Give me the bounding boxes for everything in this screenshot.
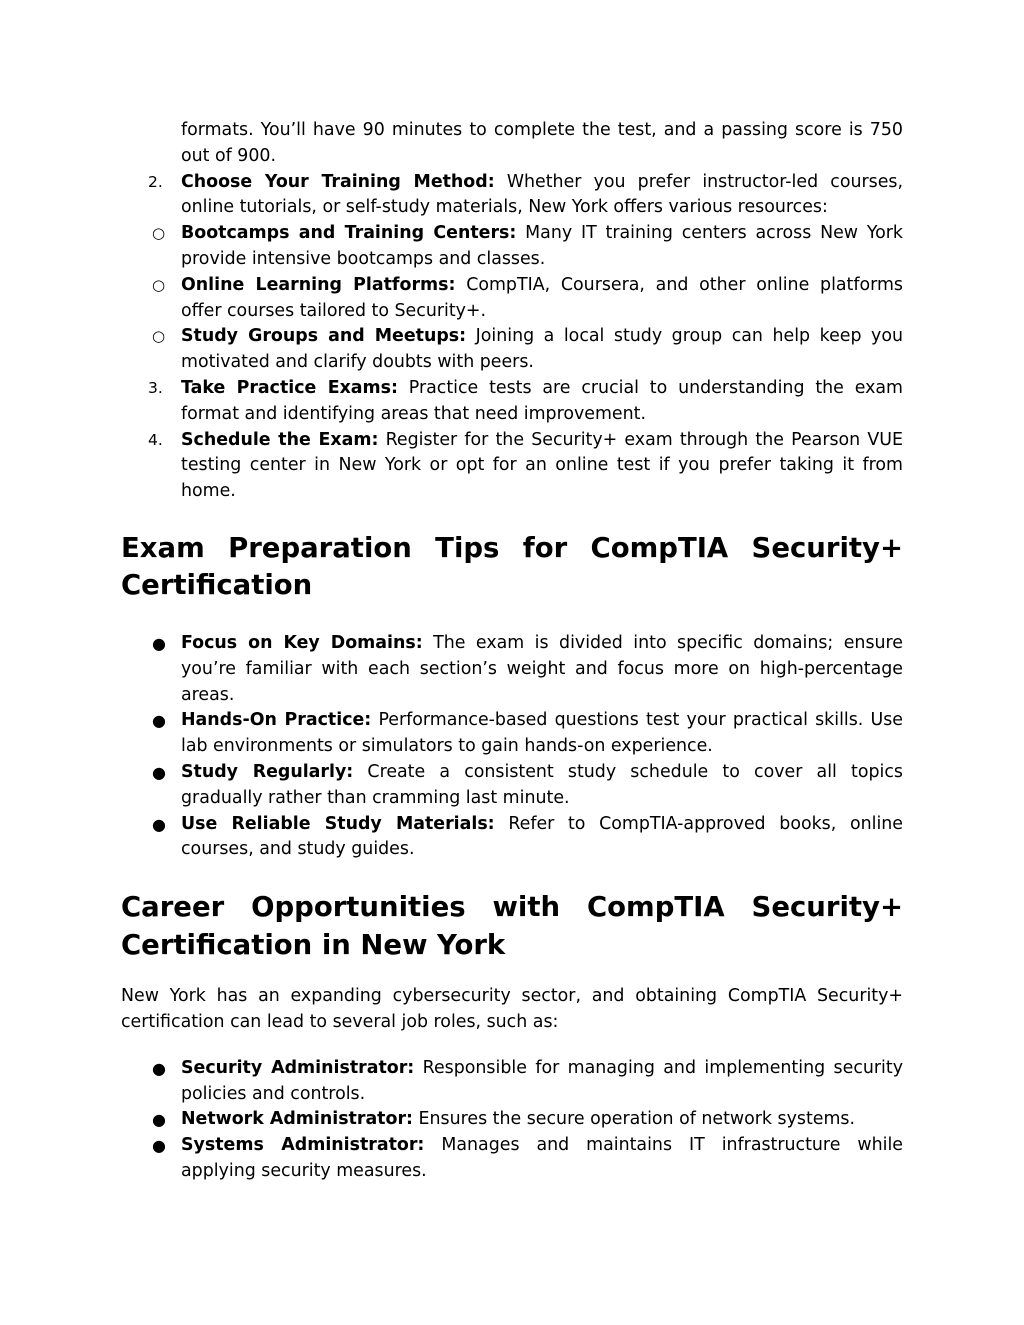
tips-list-item xyxy=(121,631,903,708)
section-heading-career: Career Opportunities with CompTIA Security+ Certification in New York xyxy=(121,891,903,961)
sub-item-text: CompTIA, Coursera, and other online platforms offer courses tailored to Security+. xyxy=(181,274,903,321)
tip-title: Focus on Key Domains: xyxy=(181,632,423,653)
list-item-2 xyxy=(121,170,903,222)
bullet-icon: ● xyxy=(152,711,166,731)
career-title: Systems Administrator: xyxy=(181,1135,425,1156)
tips-list-item xyxy=(121,812,903,864)
bullet-icon: ● xyxy=(152,633,166,653)
career-list-item xyxy=(121,1056,903,1108)
sub-list-item xyxy=(61,324,903,376)
tips-list-item xyxy=(121,760,903,812)
bullet-icon: ● xyxy=(152,1110,166,1130)
list-item-title: Choose Your Training Method: xyxy=(181,171,495,192)
list-item-text: Register for the Security+ exam through the Pearson VUE testing center in New York or opt for an online test if you prefer taking it from home. xyxy=(181,429,903,502)
sub-list-item xyxy=(61,221,903,273)
career-list-item xyxy=(121,1107,903,1133)
career-text: Responsible for managing and implementing security policies and controls. xyxy=(181,1057,903,1104)
list-number: 4. xyxy=(148,430,163,449)
career-title: Security Administrator: xyxy=(181,1057,415,1078)
sub-item-text: Joining a local study group can help keep you motivated and clarify doubts with peers. xyxy=(181,326,903,373)
bullet-icon: ● xyxy=(152,1136,166,1156)
circle-bullet-icon: ○ xyxy=(152,275,166,294)
career-text: Manages and maintains IT infrastructure while applying security measures. xyxy=(181,1135,903,1181)
list-item-3 xyxy=(121,376,903,428)
sub-item-title: Study Groups and Meetups: xyxy=(181,326,467,347)
bullet-icon: ● xyxy=(152,814,166,834)
circle-bullet-icon: ○ xyxy=(152,327,166,346)
tip-text: Create a consistent study schedule to cover all topics gradually rather than cramming last minute. xyxy=(181,761,903,808)
list-item-title: Schedule the Exam: xyxy=(181,429,379,450)
document-page xyxy=(121,118,903,1185)
tip-text: The exam is divided into specific domains; ensure you’re familiar with each section’s weight and focus more on high-percentage areas. xyxy=(181,632,903,705)
sub-item-title: Bootcamps and Training Centers: xyxy=(181,223,517,244)
tip-text: Performance-based questions test your practical skills. Use lab environments or simulators to gain hands-on experience. xyxy=(181,710,903,757)
career-text: Ensures the secure operation of network systems. xyxy=(412,1109,855,1130)
sub-item-text: Many IT training centers across New York provide intensive bootcamps and classes. xyxy=(181,223,903,269)
section-heading-tips: Exam Preparation Tips for CompTIA Security+ Certification xyxy=(121,531,903,602)
tips-list xyxy=(121,631,903,863)
list-item-title: Take Practice Exams: xyxy=(181,377,398,398)
career-intro-paragraph: New York has an expanding cybersecurity sector, and obtaining CompTIA Security+ certification can lead to several job roles, such as: xyxy=(121,986,903,1032)
bullet-icon: ● xyxy=(152,762,166,782)
sub-item-title: Online Learning Platforms: xyxy=(181,274,456,295)
sub-list xyxy=(121,221,903,376)
tip-title: Use Reliable Study Materials: xyxy=(181,813,495,834)
list-number: 3. xyxy=(148,378,163,397)
tips-list-item xyxy=(121,708,903,760)
numbered-list xyxy=(121,118,903,505)
list-item-text: Whether you prefer instructor-led courses, online tutorials, or self-study materials, New York offers various resources: xyxy=(181,171,903,218)
list-number: 2. xyxy=(148,172,163,191)
circle-bullet-icon: ○ xyxy=(152,224,166,243)
sub-list-item xyxy=(61,273,903,325)
tip-title: Hands-On Practice: xyxy=(181,710,372,731)
list-item-continuation xyxy=(121,118,903,170)
tip-title: Study Regularly: xyxy=(181,761,354,782)
career-list-item xyxy=(121,1133,903,1185)
list-item-4 xyxy=(121,428,903,505)
career-title: Network Administrator: xyxy=(181,1109,413,1130)
tip-text: Refer to CompTIA-approved books, online courses, and study guides. xyxy=(181,813,903,860)
list-item-text: Practice tests are crucial to understanding the exam format and identifying areas that need improvement. xyxy=(181,377,903,424)
list-item-text: formats. You’ll have 90 minutes to complete the test, and a passing score is 750 out of 900. xyxy=(181,120,903,166)
bullet-icon: ● xyxy=(152,1058,166,1078)
career-list xyxy=(121,1056,903,1185)
